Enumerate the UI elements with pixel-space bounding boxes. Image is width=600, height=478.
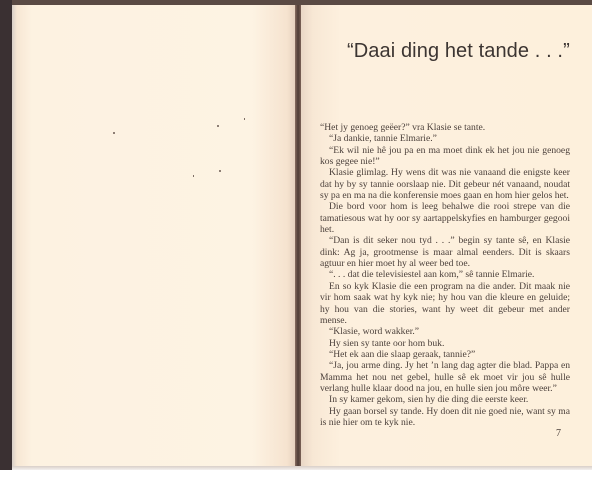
paper-speck [193,175,194,177]
paragraph: Klasie glimlag. Hy wens dit was nie vanaand die enigste keer dat hy by sy tannie oorslaap nie. Dit gebeur nét vanaand, noudat sy pa en ma na die konferensie moes gaan en hom hier gelos het. [320,167,570,202]
body-text [320,122,570,428]
scan-dark-edge [0,0,12,470]
paragraph: “Ja dankie, tannie Elmarie.” [329,133,437,145]
page-number: 7 [556,428,561,439]
paragraph: “Ek wil nie hê jou pa en ma moet dink ek het jou nie genoeg kos gegee nie!” [320,144,570,168]
right-page [301,5,592,470]
paragraph: “Klasie, word wakker.” [329,326,420,338]
paragraph: Hy gaan borsel sy tande. Hy doen dit nie goed nie, want sy ma is nie hier om te kyk nie. [320,405,570,428]
paragraph: “. . . dat die televisiestel aan kom,” sê tannie Elmarie. [329,269,535,281]
paragraph: “Ja, jou arme ding. Jy het ’n lang dag agter die blad. Pappa en Mamma het nou net gebel, hulle sê ek moet vir jou sê hulle verlang hulle klaar dood na jou, en hulle sien jou môre weer.” [320,360,570,394]
paragraph: Hy sien sy tante oor hom buk. [329,337,445,349]
paragraph: In sy kamer gekom, sien hy die ding die eerste keer. [329,394,529,406]
left-page [12,5,295,470]
paragraph: “Dan is dit seker nou tyd . . .” begin sy tante sê, en Klasie dink: Ag ja, grootmense is maar almal eenders. Dit is skaars agtuur en hier moet hy al weer bed toe. [320,235,570,270]
book-bottom-edge [12,466,592,470]
chapter-title: “Daai ding het tande . . .” [347,40,570,62]
paper-speck [217,125,219,127]
paper-speck [244,118,245,120]
paper-speck [113,132,115,134]
book-spread [12,5,592,470]
paragraph: En so kyk Klasie die een program na die ander. Dit maak nie vir hom saak wat hy kyk nie; hy hou van die kleure en geluide; hy hou van die stories, want hy weet dit gebeur met ander mense. [320,280,570,326]
paper-speck [219,170,221,172]
paragraph: Die bord voor hom is leeg behalwe die rooi strepe van die tamatiesous wat hy oor sy aartappelskyfies en hamburger gegooi het. [320,201,570,236]
paragraph: “Het ek aan die slaap geraak, tannie?” [329,348,476,360]
paragraph: “Het jy genoeg geëer?” vra Klasie se tante. [320,122,486,133]
